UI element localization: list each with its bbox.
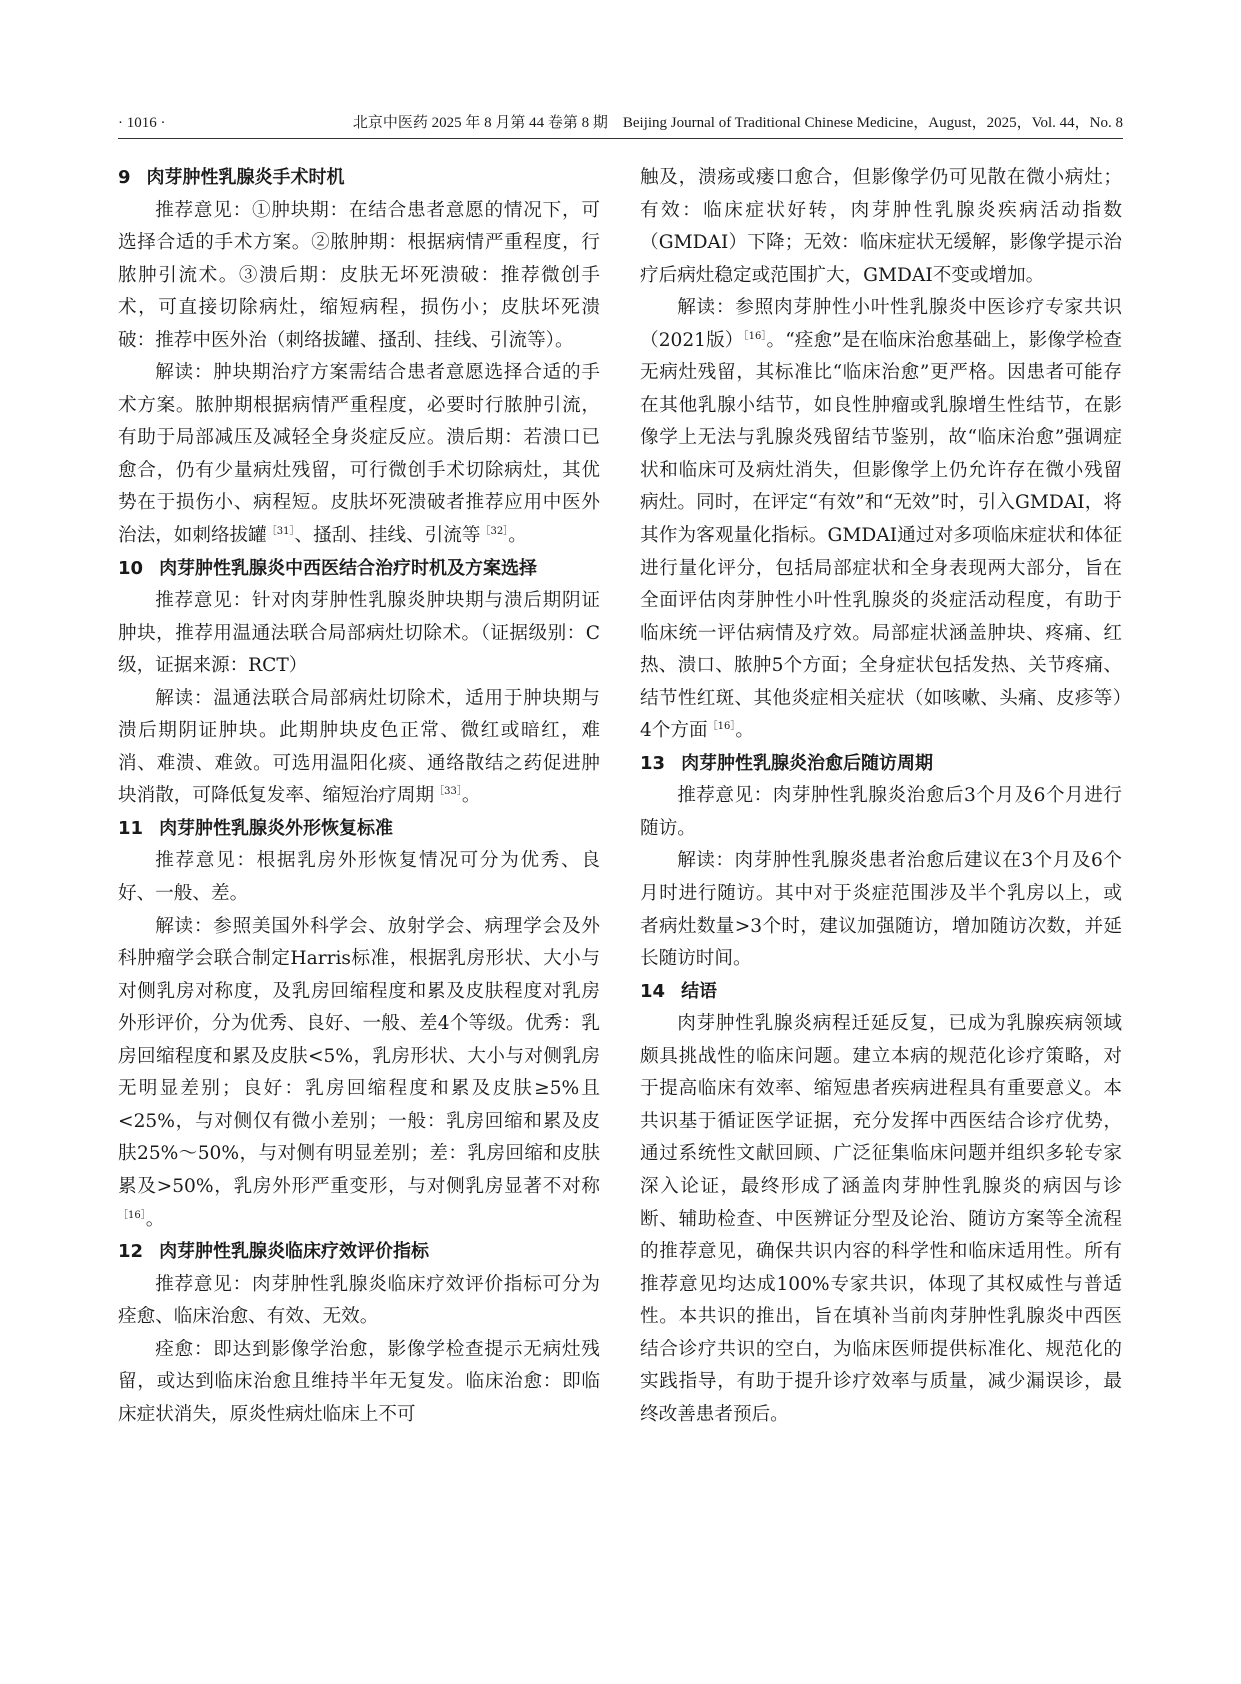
section-12-interpretation bbox=[640, 292, 1122, 748]
conclusion-paragraph: 肉芽肿性乳腺炎病程迁延反复，已成为乳腺疾病领域颇具挑战性的临床问题。建立本病的规范化诊疗策略，对于提高临床有效率、缩短患者疾病进程具有重要意义。本共识基于循证医学证据，充分发挥中西医结合诊疗优势，通过系统性文献回顾、广泛征集临床问题并组织多轮专家深入论证，最终形成了涵盖肉芽肿性乳腺炎的病因与诊断、辅助检查、中医辨证分型及论治、随访方案等全流程的推荐意见，确保共识内容的科学性和临床适用性。所有推荐意见均达成100%专家共识，体现了其权威性与普适性。本共识的推出，旨在填补当前肉芽肿性乳腺炎中西医结合诊疗共识的空白，为临床医师提供标准化、规范化的实践指导，有助于提升诊疗效率与质量，减少漏误诊，最终改善患者预后。 bbox=[640, 1013, 1122, 1425]
section-10-heading bbox=[118, 553, 600, 586]
journal-citation: 北京中医药 2025 年 8 月第 44 卷第 8 期 Beijing Journal of Traditional Chinese Medicine，August，2025，Vol. 44，No. 8 bbox=[352, 115, 1123, 131]
section-11-heading bbox=[118, 813, 600, 846]
citation-32: ［32］ bbox=[480, 525, 509, 537]
section-14-heading bbox=[640, 976, 1122, 1009]
section-title: 肉芽肿性乳腺炎临床疗效评价指标 bbox=[159, 1241, 430, 1263]
section-11-recommendation: 推荐意见：根据乳房外形恢复情况可分为优秀、良好、一般、差。 bbox=[118, 850, 600, 905]
section-9-recommendation: 推荐意见：①肿块期：在结合患者意愿的情况下，可选择合适的手术方案。②脓肿期：根据病情严重程度，行脓肿引流术。③溃后期：皮肤无坏死溃破：推荐微创手术，可直接切除病灶，缩短病程，损伤小；皮肤坏死溃破：推荐中医外治（刺络拔罐、搔刮、挂线、引流等）。 bbox=[118, 199, 600, 351]
paragraph-text: 。 bbox=[145, 1208, 165, 1230]
section-10-recommendation: 推荐意见：针对肉芽肿性乳腺炎肿块期与溃后期阴证肿块，推荐用温通法联合局部病灶切除术。（证据级别：C级，证据来源：RCT） bbox=[118, 590, 600, 677]
citation-16: ［16］ bbox=[743, 330, 767, 342]
section-title: 肉芽肿性乳腺炎中西医结合治疗时机及方案选择 bbox=[159, 557, 538, 579]
section-12-recommendation: 推荐意见：肉芽肿性乳腺炎临床疗效评价指标可分为痊愈、临床治愈、有效、无效。 bbox=[118, 1273, 600, 1328]
citation-33: ［33］ bbox=[434, 786, 462, 798]
section-number: 11 bbox=[118, 817, 144, 839]
running-header bbox=[118, 112, 1123, 139]
section-11-interpretation bbox=[118, 911, 600, 1236]
section-number: 12 bbox=[118, 1241, 144, 1263]
paragraph-text: 解读：温通法联合局部病灶切除术，适用于肿块期与溃后期阴证肿块。此期肿块皮色正常、微红或暗红，难消、难溃、难敛。可选用温阳化痰、通络散结之药促进肿块消散，可降低复发率、缩短治疗周期 bbox=[118, 687, 600, 807]
section-9-interpretation bbox=[118, 357, 600, 552]
page-number: · 1016 · bbox=[118, 115, 166, 131]
section-13-interpretation: 解读：肉芽肿性乳腺炎患者治愈后建议在3个月及6个月时进行随访。其中对于炎症范围涉及半个乳房以上，或者病灶数量>3个时，建议加强随访，增加随访次数，并延长随访时间。 bbox=[640, 850, 1122, 970]
section-title: 结语 bbox=[681, 980, 718, 1002]
paragraph-text: 。 bbox=[508, 525, 527, 547]
paragraph-text: 。 bbox=[461, 785, 481, 807]
paragraph-text: 解读：参照肉芽肿性小叶性乳腺炎中医诊疗专家共识（2021版） bbox=[640, 297, 1122, 351]
section-9-heading bbox=[118, 162, 600, 195]
citation-16: ［16］ bbox=[707, 721, 736, 733]
section-title: 肉芽肿性乳腺炎外形恢复标准 bbox=[159, 817, 394, 839]
section-12-criteria: 痊愈：即达到影像学治愈，影像学检查提示无病灶残留，或达到临床治愈且维持半年无复发。临床治愈：即临床症状消失，原炎性病灶临床上不可 bbox=[118, 1338, 600, 1425]
section-13-heading bbox=[640, 748, 1122, 781]
section-number: 9 bbox=[118, 167, 131, 188]
section-10-interpretation bbox=[118, 683, 600, 813]
paragraph-text: 解读：参照美国外科学会、放射学会、病理学会及外科肿瘤学会联合制定Harris标准，根据乳房形状、大小与对侧乳房对称度，及乳房回缩程度和累及皮肤程度对乳房外形评价，分为优秀、良好、一般、差4个等级。优秀：乳房回缩程度和累及皮肤<5%，乳房形状、大小与对侧乳房无明显差别；良好：乳房回缩程度和累及皮肤≥5%且<25%，与对侧仅有微小差别；一般：乳房回缩和累及皮肤25%～50%，与对侧有明显差别；差：乳房回缩和皮肤累及>50%，乳房外形严重变形，与对侧乳房显著不对称 bbox=[118, 915, 600, 1197]
section-12-heading bbox=[118, 1236, 600, 1269]
section-number: 14 bbox=[640, 980, 666, 1002]
citation-16: ［16］ bbox=[118, 1209, 146, 1221]
left-column bbox=[118, 162, 600, 1431]
section-title: 肉芽肿性乳腺炎治愈后随访周期 bbox=[681, 752, 934, 774]
section-number: 10 bbox=[118, 557, 144, 579]
section-12-criteria-continued: 触及，溃疡或瘘口愈合，但影像学仍可见散在微小病灶；有效：临床症状好转，肉芽肿性乳腺炎疾病活动指数（GMDAI）下降；无效：临床症状无缓解，影像学提示治疗后病灶稳定或范围扩大，GMDAI不变或增加。 bbox=[640, 167, 1122, 286]
section-title: 肉芽肿性乳腺炎手术时机 bbox=[146, 167, 345, 188]
section-13-recommendation: 推荐意见：肉芽肿性乳腺炎治愈后3个月及6个月进行随访。 bbox=[640, 785, 1122, 839]
paragraph-text: 、搔刮、挂线、引流等 bbox=[294, 525, 481, 547]
right-column bbox=[640, 162, 1122, 1431]
paragraph-text: 。“痊愈”是在临床治愈基础上，影像学检查无病灶残留，其标准比“临床治愈”更严格。因患者可能存在其他乳腺小结节，如良性肿瘤或乳腺增生性结节，在影像学上无法与乳腺炎残留结节鉴别，故“临床治愈”强调症状和临床可及病灶消失，但影像学上仍允许存在微小残留病灶。同时，在评定“有效”和“无效”时，引入GMDAI，将其作为客观量化指标。GMDAI通过对多项临床症状和体征进行量化评分，包括局部症状和全身表现两大部分，旨在全面评估肉芽肿性小叶性乳腺炎的炎症活动程度，有助于临床统一评估病情及疗效。局部症状涵盖肿块、疼痛、红热、溃口、脓肿5个方面；全身症状包括发热、关节疼痛、结节性红斑、其他炎症相关症状（如咳嗽、头痛、皮疹等）4个方面 bbox=[640, 329, 1122, 742]
citation-31: ［31］ bbox=[266, 525, 295, 537]
paragraph-text: 解读：肿块期治疗方案需结合患者意愿选择合适的手术方案。脓肿期根据病情严重程度，必要时行脓肿引流，有助于局部减压及减轻全身炎症反应。溃后期：若溃口已愈合，仍有少量病灶残留，可行微创手术切除病灶，其优势在于损伤小、病程短。皮肤坏死溃破者推荐应用中医外治法，如刺络拔罐 bbox=[118, 362, 600, 547]
paragraph-text: 。 bbox=[735, 720, 754, 742]
section-number: 13 bbox=[640, 752, 666, 774]
